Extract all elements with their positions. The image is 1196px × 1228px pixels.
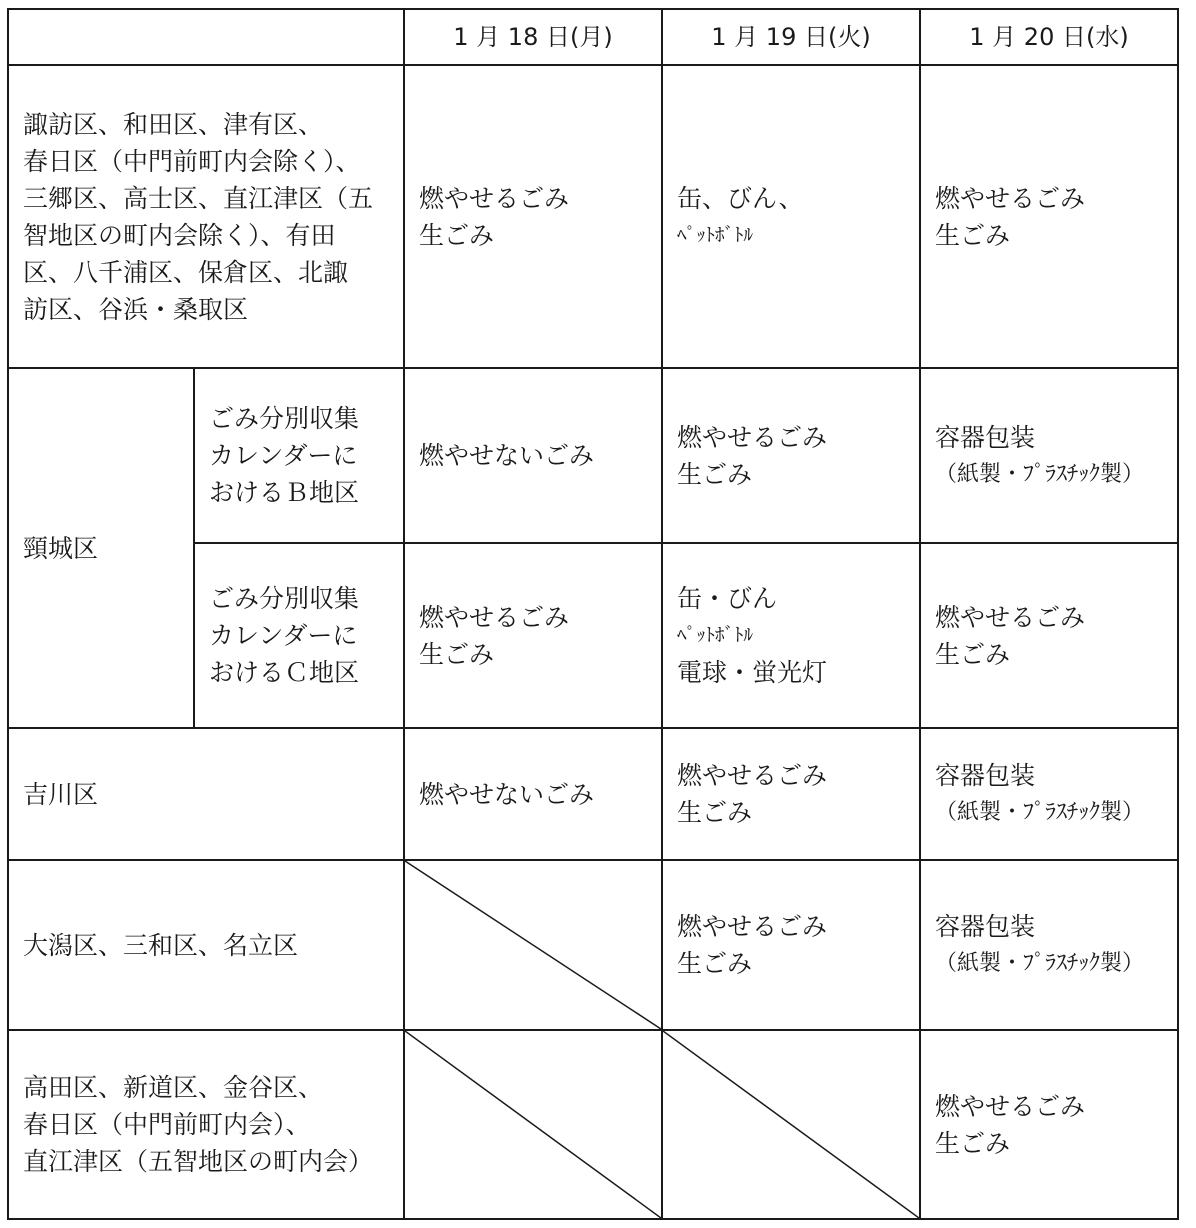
table-row-yoshikawa — [8, 728, 1178, 860]
item-packaging-detail: （紙製・ﾌﾟﾗｽﾁｯｸ製） — [935, 800, 1145, 825]
item-kitchen-waste: 生ごみ — [935, 220, 1011, 250]
item-kitchen-waste: 生ごみ — [419, 220, 495, 250]
item-pet-bottles: ﾍﾟｯﾄﾎﾞﾄﾙ — [677, 223, 754, 246]
item-kitchen-waste: 生ごみ — [677, 459, 753, 489]
item-non-burnable: 燃やせないごみ — [419, 779, 595, 809]
subarea-cell-kubiki-b — [194, 368, 404, 543]
item-burnable: 燃やせるごみ — [677, 761, 828, 790]
subarea-line: ごみ分別収集 — [209, 404, 360, 433]
cell-suwa-jan-20 — [920, 65, 1178, 368]
area-line: 区、八千浦区、保倉区、北諏 — [23, 257, 349, 287]
cell-suwa-jan-18 — [404, 65, 662, 368]
no-collection-slash — [663, 1031, 919, 1218]
no-collection-slash — [405, 1031, 661, 1218]
item-burnable: 燃やせるごみ — [935, 602, 1086, 632]
area-line: 智地区の町内会除く）、有田 — [23, 220, 336, 250]
cell-ogata-jan-18-none — [404, 860, 662, 1030]
item-burnable: 燃やせるごみ — [419, 183, 570, 213]
no-collection-slash — [405, 861, 661, 1029]
table-row-takada-group — [8, 1030, 1178, 1219]
item-burnable: 燃やせるごみ — [935, 1091, 1086, 1121]
area-cell-takada-group — [8, 1030, 404, 1219]
garbage-collection-schedule-table — [7, 8, 1179, 1220]
cell-yoshikawa-jan-19 — [662, 728, 920, 860]
item-kitchen-waste: 生ごみ — [935, 1128, 1011, 1158]
item-burnable: 燃やせるごみ — [419, 602, 570, 632]
area-cell-yoshikawa: 吉川区 — [8, 728, 404, 860]
subarea-line: カレンダーに — [209, 621, 358, 650]
item-packaging: 容器包装 — [935, 422, 1036, 452]
subarea-cell-kubiki-c — [194, 543, 404, 728]
header-date-jan-19: 1 月 19 日(火) — [662, 9, 920, 65]
cell-yoshikawa-jan-18 — [404, 728, 662, 860]
item-packaging: 容器包装 — [935, 912, 1036, 941]
area-cell-ogata-group: 大潟区、三和区、名立区 — [8, 860, 404, 1030]
header-blank-cell — [8, 9, 404, 65]
area-line: 三郷区、高士区、直江津区（五 — [23, 183, 374, 213]
cell-suwa-jan-19 — [662, 65, 920, 368]
cell-ogata-jan-19 — [662, 860, 920, 1030]
header-date-jan-20: 1 月 20 日(水) — [920, 9, 1178, 65]
cell-takada-jan-20 — [920, 1030, 1178, 1219]
item-packaging-detail: （紙製・ﾌﾟﾗｽﾁｯｸ製） — [935, 951, 1145, 976]
table-row-ogata-group — [8, 860, 1178, 1030]
cell-ogata-jan-20 — [920, 860, 1178, 1030]
item-packaging: 容器包装 — [935, 761, 1036, 790]
subarea-line: おけるＣ地区 — [209, 658, 360, 687]
item-kitchen-waste: 生ごみ — [677, 949, 753, 978]
area-line: 春日区（中門前町内会除く）、 — [23, 146, 361, 176]
cell-takada-jan-19-none — [662, 1030, 920, 1219]
item-cans-bottles: 缶、びん、 — [677, 183, 804, 213]
item-kitchen-waste: 生ごみ — [677, 798, 753, 827]
area-cell-suwa-group — [8, 65, 404, 368]
cell-kubiki-c-jan-20 — [920, 543, 1178, 728]
item-kitchen-waste: 生ごみ — [935, 639, 1011, 669]
subarea-line: カレンダーに — [209, 441, 358, 470]
header-row — [8, 9, 1178, 65]
area-line: 訪区、谷浜・桑取区 — [23, 294, 249, 324]
table-row-suwa-group — [8, 65, 1178, 368]
item-cans-bottles: 缶・びん — [677, 584, 778, 613]
header-date-jan-18: 1 月 18 日(月) — [404, 9, 662, 65]
area-line: 春日区（中門前町内会）、 — [23, 1110, 311, 1139]
item-pet-bottles: ﾍﾟｯﾄﾎﾞﾄﾙ — [677, 624, 754, 646]
collection-schedule-sheet — [7, 8, 1177, 1218]
item-kitchen-waste: 生ごみ — [419, 639, 495, 669]
item-burnable: 燃やせるごみ — [677, 912, 828, 941]
area-cell-kubiki: 頸城区 — [8, 368, 194, 728]
area-line: 直江津区（五智地区の町内会） — [23, 1147, 374, 1176]
subarea-line: おけるＢ地区 — [209, 478, 360, 507]
table-row-kubiki-b — [8, 368, 1178, 543]
item-bulbs-fluorescent: 電球・蛍光灯 — [677, 658, 828, 687]
cell-yoshikawa-jan-20 — [920, 728, 1178, 860]
area-line: 高田区、新道区、金谷区、 — [23, 1073, 324, 1102]
item-burnable: 燃やせるごみ — [677, 422, 828, 452]
cell-takada-jan-18-none — [404, 1030, 662, 1219]
cell-kubiki-b-jan-18 — [404, 368, 662, 543]
item-packaging-detail: （紙製・ﾌﾟﾗｽﾁｯｸ製） — [935, 461, 1145, 487]
cell-kubiki-b-jan-20 — [920, 368, 1178, 543]
item-burnable: 燃やせるごみ — [935, 183, 1086, 213]
subarea-line: ごみ分別収集 — [209, 584, 360, 613]
item-non-burnable: 燃やせないごみ — [419, 441, 595, 470]
area-line: 諏訪区、和田区、津有区、 — [23, 109, 324, 139]
cell-kubiki-c-jan-19 — [662, 543, 920, 728]
cell-kubiki-b-jan-19 — [662, 368, 920, 543]
cell-kubiki-c-jan-18 — [404, 543, 662, 728]
